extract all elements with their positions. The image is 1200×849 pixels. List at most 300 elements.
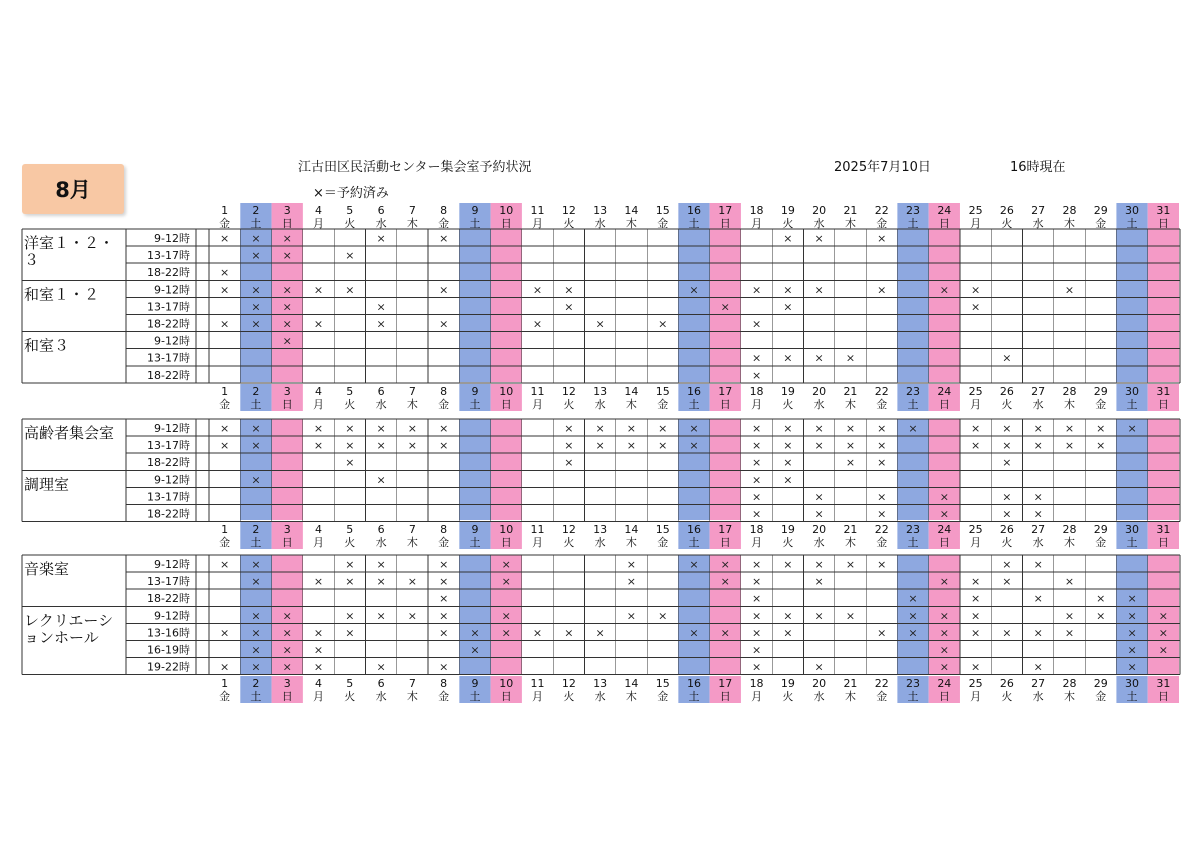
reserved-mark: ×	[877, 490, 887, 504]
weekday-label: 月	[751, 536, 763, 549]
day-number: 22	[874, 385, 889, 398]
reserved-mark: ×	[658, 439, 668, 453]
room-name: ョンホール	[24, 628, 99, 647]
weekend-column-band	[710, 555, 741, 674]
slot-label: 19-22時	[147, 660, 190, 674]
reserved-mark: ×	[845, 422, 856, 435]
reserved-mark: ×	[1127, 592, 1137, 606]
weekday-label: 土	[469, 398, 481, 411]
day-number: 30	[1125, 523, 1140, 536]
reserved-mark: ×	[564, 439, 574, 453]
reserved-mark: ×	[751, 351, 762, 365]
reserved-mark: ×	[376, 609, 386, 623]
day-number: 28	[1062, 385, 1077, 398]
day-number: 30	[1125, 204, 1140, 217]
weekday-label: 月	[970, 398, 982, 411]
day-number: 21	[843, 523, 858, 536]
reserved-mark: ×	[407, 422, 417, 435]
day-number: 20	[812, 523, 827, 536]
reserved-mark: ×	[1033, 439, 1043, 453]
reserved-mark: ×	[751, 283, 762, 297]
weekday-label: 日	[500, 536, 512, 549]
weekday-label: 月	[751, 690, 763, 703]
reserved-mark: ×	[1158, 643, 1168, 657]
day-number: 6	[377, 385, 385, 398]
reserved-mark: ×	[251, 575, 261, 589]
slot-label: 18-22時	[147, 368, 190, 382]
weekend-column-band	[897, 229, 928, 382]
reserved-mark: ×	[220, 439, 230, 453]
reserved-mark: ×	[564, 300, 574, 314]
weekday-label: 火	[782, 217, 794, 230]
day-number: 25	[968, 204, 983, 217]
weekday-label: 日	[938, 217, 950, 230]
day-number: 18	[749, 523, 764, 536]
day-number: 15	[655, 385, 670, 398]
weekday-label: 土	[688, 536, 700, 549]
reserved-mark: ×	[814, 351, 824, 365]
weekday-label: 日	[719, 398, 731, 411]
day-number: 3	[283, 204, 291, 217]
weekday-label: 月	[532, 398, 544, 411]
legend-text: ×＝予約済み	[313, 186, 389, 201]
reserved-mark: ×	[845, 558, 856, 571]
day-number: 17	[718, 677, 733, 690]
reserved-mark: ×	[970, 660, 981, 674]
weekday-label: 日	[1157, 536, 1169, 549]
reserved-mark: ×	[501, 626, 511, 640]
weekday-label: 月	[751, 217, 763, 230]
day-number: 27	[1031, 677, 1046, 690]
slot-label: 13-17時	[147, 439, 190, 453]
reserved-mark: ×	[783, 232, 793, 245]
reserved-mark: ×	[532, 626, 543, 640]
weekday-label: 金	[657, 398, 669, 411]
reserved-mark: ×	[282, 334, 292, 348]
reserved-mark: ×	[282, 317, 292, 331]
slot-label: 9-12時	[154, 334, 190, 348]
day-number: 12	[561, 677, 576, 690]
slot-label: 9-12時	[154, 283, 190, 297]
reserved-mark: ×	[439, 283, 449, 297]
reserved-mark: ×	[1096, 609, 1106, 623]
day-number: 5	[346, 204, 354, 217]
weekday-label: 月	[751, 398, 763, 411]
room-name: 音楽室	[24, 560, 70, 578]
weekday-label: 土	[688, 217, 700, 230]
weekday-label: 火	[344, 398, 356, 411]
weekday-label: 金	[219, 690, 231, 703]
reserved-mark: ×	[720, 300, 730, 314]
day-number: 11	[530, 204, 545, 217]
weekday-label: 金	[438, 690, 450, 703]
reserved-mark: ×	[313, 643, 324, 657]
day-number: 10	[499, 204, 514, 217]
reserved-mark: ×	[877, 439, 887, 453]
reserved-mark: ×	[439, 439, 449, 453]
reserved-mark: ×	[626, 609, 637, 623]
day-number: 26	[999, 523, 1014, 536]
room-name: レクリエーシ	[24, 611, 114, 630]
day-number: 21	[843, 677, 858, 690]
reserved-mark: ×	[313, 575, 324, 589]
weekday-label: 日	[1157, 690, 1169, 703]
reserved-mark: ×	[970, 283, 981, 297]
weekday-label: 土	[1126, 398, 1138, 411]
weekday-label: 火	[563, 690, 575, 703]
weekday-label: 木	[844, 217, 856, 230]
reserved-mark: ×	[345, 283, 355, 297]
day-number: 25	[968, 385, 983, 398]
day-number: 14	[624, 385, 639, 398]
day-number: 12	[561, 204, 576, 217]
reserved-mark: ×	[814, 439, 824, 453]
reserved-mark: ×	[970, 422, 981, 435]
day-number: 2	[252, 523, 260, 536]
reserved-mark: ×	[658, 609, 668, 623]
reserved-mark: ×	[845, 456, 856, 470]
reserved-mark: ×	[1064, 626, 1075, 640]
reserved-mark: ×	[751, 456, 762, 470]
day-number: 21	[843, 385, 858, 398]
reserved-mark: ×	[814, 558, 824, 571]
reserved-mark: ×	[313, 317, 324, 331]
reserved-mark: ×	[814, 490, 824, 504]
reserved-mark: ×	[970, 439, 981, 453]
weekday-label: 木	[625, 217, 637, 230]
weekday-label: 木	[406, 536, 418, 549]
reserved-mark: ×	[439, 626, 449, 640]
reserved-mark: ×	[251, 558, 261, 571]
day-number: 23	[906, 204, 921, 217]
reserved-mark: ×	[251, 232, 261, 245]
day-number: 7	[408, 385, 416, 398]
reserved-mark: ×	[439, 575, 449, 589]
slot-label: 18-22時	[147, 507, 190, 521]
day-number: 9	[471, 523, 479, 536]
weekday-label: 木	[1063, 536, 1075, 549]
weekday-label: 水	[594, 217, 606, 230]
weekday-label: 月	[970, 536, 982, 549]
day-number: 4	[315, 204, 323, 217]
reserved-mark: ×	[220, 266, 230, 280]
day-number: 26	[999, 385, 1014, 398]
reserved-mark: ×	[1033, 660, 1043, 674]
day-number: 9	[471, 385, 479, 398]
reserved-mark: ×	[1064, 283, 1075, 297]
reserved-mark: ×	[470, 626, 480, 640]
day-number: 31	[1156, 204, 1171, 217]
reserved-mark: ×	[376, 660, 386, 674]
day-number: 1	[221, 204, 229, 217]
reserved-mark: ×	[783, 473, 793, 487]
reserved-mark: ×	[282, 643, 292, 657]
reserved-mark: ×	[751, 439, 762, 453]
reserved-mark: ×	[939, 507, 949, 521]
day-number: 13	[593, 204, 608, 217]
weekday-label: 日	[938, 398, 950, 411]
day-number: 6	[377, 523, 385, 536]
day-number: 12	[561, 385, 576, 398]
weekday-label: 土	[688, 398, 700, 411]
weekday-label: 月	[970, 217, 982, 230]
day-number: 24	[937, 523, 952, 536]
weekday-label: 金	[219, 217, 231, 230]
day-number: 13	[593, 523, 608, 536]
reserved-mark: ×	[751, 507, 762, 521]
slot-label: 18-22時	[147, 456, 190, 470]
weekday-label: 木	[406, 690, 418, 703]
weekday-label: 土	[907, 690, 919, 703]
reserved-mark: ×	[814, 609, 824, 623]
reserved-mark: ×	[626, 422, 637, 435]
day-number: 13	[593, 677, 608, 690]
day-number: 3	[283, 677, 291, 690]
weekday-label: 木	[406, 398, 418, 411]
weekday-label: 金	[657, 690, 669, 703]
day-number: 19	[780, 385, 795, 398]
day-number: 18	[749, 385, 764, 398]
reserved-mark: ×	[877, 422, 887, 435]
weekday-label: 火	[1001, 690, 1013, 703]
weekday-label: 日	[1157, 398, 1169, 411]
reserved-mark: ×	[939, 490, 949, 504]
weekday-label: 木	[844, 398, 856, 411]
reserved-mark: ×	[939, 643, 949, 657]
weekday-label: 土	[907, 536, 919, 549]
slot-label: 9-12時	[154, 609, 190, 623]
reserved-mark: ×	[939, 575, 949, 589]
reserved-mark: ×	[439, 317, 449, 331]
weekday-label: 日	[500, 398, 512, 411]
weekday-label: 土	[1126, 536, 1138, 549]
reserved-mark: ×	[939, 283, 949, 297]
reserved-mark: ×	[1064, 439, 1075, 453]
reserved-mark: ×	[814, 422, 824, 435]
reserved-mark: ×	[626, 575, 637, 589]
weekday-label: 金	[1095, 536, 1107, 549]
reserved-mark: ×	[220, 283, 230, 297]
slot-label: 13-16時	[147, 626, 190, 640]
weekday-label: 火	[344, 536, 356, 549]
day-number: 24	[937, 385, 952, 398]
reserved-mark: ×	[345, 558, 355, 571]
weekend-column-band	[1116, 229, 1147, 382]
day-number: 27	[1031, 204, 1046, 217]
reserved-mark: ×	[1033, 507, 1043, 521]
reserved-mark: ×	[908, 609, 918, 623]
weekday-label: 日	[281, 690, 293, 703]
weekday-label: 火	[1001, 536, 1013, 549]
reserved-mark: ×	[877, 283, 887, 297]
reserved-mark: ×	[564, 422, 574, 435]
reserved-mark: ×	[220, 422, 230, 435]
day-number: 7	[408, 204, 416, 217]
weekday-label: 木	[1063, 690, 1075, 703]
reserved-mark: ×	[532, 317, 543, 331]
day-number: 14	[624, 677, 639, 690]
reserved-mark: ×	[532, 283, 543, 297]
reserved-mark: ×	[251, 300, 261, 314]
reserved-mark: ×	[564, 456, 574, 470]
reserved-mark: ×	[313, 439, 324, 453]
reserved-mark: ×	[282, 626, 292, 640]
reserved-mark: ×	[1033, 558, 1043, 571]
reserved-mark: ×	[1127, 626, 1137, 640]
day-number: 16	[686, 677, 701, 690]
reserved-mark: ×	[1033, 626, 1043, 640]
reserved-mark: ×	[1002, 558, 1012, 571]
reserved-mark: ×	[1127, 422, 1137, 435]
reserved-mark: ×	[877, 232, 887, 245]
weekday-label: 水	[1032, 398, 1044, 411]
reserved-mark: ×	[689, 626, 699, 640]
day-number: 22	[874, 677, 889, 690]
slot-label: 9-12時	[154, 232, 190, 245]
reserved-mark: ×	[345, 626, 355, 640]
reserved-mark: ×	[313, 626, 324, 640]
weekday-label: 火	[563, 536, 575, 549]
weekday-label: 金	[438, 536, 450, 549]
reserved-mark: ×	[220, 232, 230, 245]
reserved-mark: ×	[751, 626, 762, 640]
day-number: 6	[377, 204, 385, 217]
weekday-label: 日	[719, 536, 731, 549]
weekday-label: 火	[563, 398, 575, 411]
reserved-mark: ×	[626, 439, 637, 453]
reserved-mark: ×	[1002, 422, 1012, 435]
day-number: 19	[780, 677, 795, 690]
reserved-mark: ×	[970, 592, 981, 606]
day-number: 18	[749, 204, 764, 217]
day-number: 15	[655, 677, 670, 690]
reserved-mark: ×	[814, 575, 824, 589]
room-name: 和室１・２	[24, 285, 100, 304]
reserved-mark: ×	[1064, 609, 1075, 623]
weekday-label: 木	[1063, 217, 1075, 230]
day-number: 1	[221, 385, 229, 398]
weekday-label: 金	[876, 690, 888, 703]
day-number: 26	[999, 204, 1014, 217]
reserved-mark: ×	[251, 660, 261, 674]
reserved-mark: ×	[282, 283, 292, 297]
reserved-mark: ×	[564, 283, 574, 297]
day-number: 30	[1125, 385, 1140, 398]
weekday-label: 水	[594, 398, 606, 411]
reserved-mark: ×	[658, 422, 668, 435]
reserved-mark: ×	[1127, 609, 1137, 623]
reserved-mark: ×	[939, 626, 949, 640]
day-number: 20	[812, 677, 827, 690]
day-number: 11	[530, 385, 545, 398]
weekday-label: 土	[469, 217, 481, 230]
reserved-mark: ×	[439, 422, 449, 435]
day-number: 28	[1062, 204, 1077, 217]
day-number: 31	[1156, 523, 1171, 536]
reserved-mark: ×	[877, 626, 887, 640]
weekday-label: 木	[625, 536, 637, 549]
weekday-label: 水	[1032, 690, 1044, 703]
day-number: 4	[315, 523, 323, 536]
day-number: 15	[655, 523, 670, 536]
weekday-label: 火	[782, 536, 794, 549]
reserved-mark: ×	[220, 317, 230, 331]
weekday-label: 金	[438, 398, 450, 411]
slot-label: 13-17時	[147, 351, 190, 365]
reserved-mark: ×	[313, 660, 324, 674]
day-number: 11	[530, 523, 545, 536]
day-number: 9	[471, 204, 479, 217]
reserved-mark: ×	[595, 422, 605, 435]
weekday-label: 木	[844, 690, 856, 703]
weekday-label: 日	[281, 536, 293, 549]
reserved-mark: ×	[1096, 422, 1106, 435]
reserved-mark: ×	[939, 609, 949, 623]
reserved-mark: ×	[1002, 439, 1012, 453]
reserved-mark: ×	[845, 609, 856, 623]
reserved-mark: ×	[783, 439, 793, 453]
weekday-label: 土	[469, 536, 481, 549]
weekday-label: 金	[438, 217, 450, 230]
room-name: ３	[24, 251, 40, 269]
reserved-mark: ×	[751, 609, 762, 623]
reserved-mark: ×	[407, 575, 417, 589]
day-number: 28	[1062, 677, 1077, 690]
slot-label: 9-12時	[154, 558, 190, 571]
reserved-mark: ×	[220, 558, 230, 571]
reserved-mark: ×	[282, 609, 292, 623]
reserved-mark: ×	[1158, 626, 1168, 640]
reserved-mark: ×	[470, 643, 480, 657]
weekday-label: 金	[876, 536, 888, 549]
reserved-mark: ×	[658, 317, 668, 331]
day-number: 31	[1156, 677, 1171, 690]
reserved-mark: ×	[439, 232, 449, 245]
reserved-mark: ×	[376, 232, 386, 245]
day-number: 26	[999, 677, 1014, 690]
weekday-label: 水	[594, 690, 606, 703]
day-number: 29	[1093, 677, 1108, 690]
day-number: 19	[780, 204, 795, 217]
reserved-mark: ×	[376, 473, 386, 487]
reserved-mark: ×	[1002, 575, 1012, 589]
reserved-mark: ×	[783, 609, 793, 623]
weekday-label: 日	[500, 690, 512, 703]
reserved-mark: ×	[814, 507, 824, 521]
day-number: 25	[968, 677, 983, 690]
weekday-label: 日	[281, 398, 293, 411]
weekday-label: 日	[500, 217, 512, 230]
as-of-date: 2025年7月10日	[834, 160, 931, 175]
slot-label: 13-17時	[147, 300, 190, 314]
reserved-mark: ×	[1096, 592, 1106, 606]
slot-label: 18-22時	[147, 266, 190, 280]
day-number: 17	[718, 385, 733, 398]
weekday-label: 月	[532, 690, 544, 703]
reserved-mark: ×	[689, 283, 699, 297]
day-number: 14	[624, 204, 639, 217]
reserved-mark: ×	[877, 507, 887, 521]
reserved-mark: ×	[877, 456, 887, 470]
reserved-mark: ×	[282, 300, 292, 314]
day-number: 8	[440, 677, 448, 690]
reserved-mark: ×	[814, 660, 824, 674]
day-number: 16	[686, 385, 701, 398]
weekday-label: 土	[1126, 690, 1138, 703]
reserved-mark: ×	[626, 558, 637, 571]
day-number: 10	[499, 523, 514, 536]
weekday-label: 月	[532, 536, 544, 549]
